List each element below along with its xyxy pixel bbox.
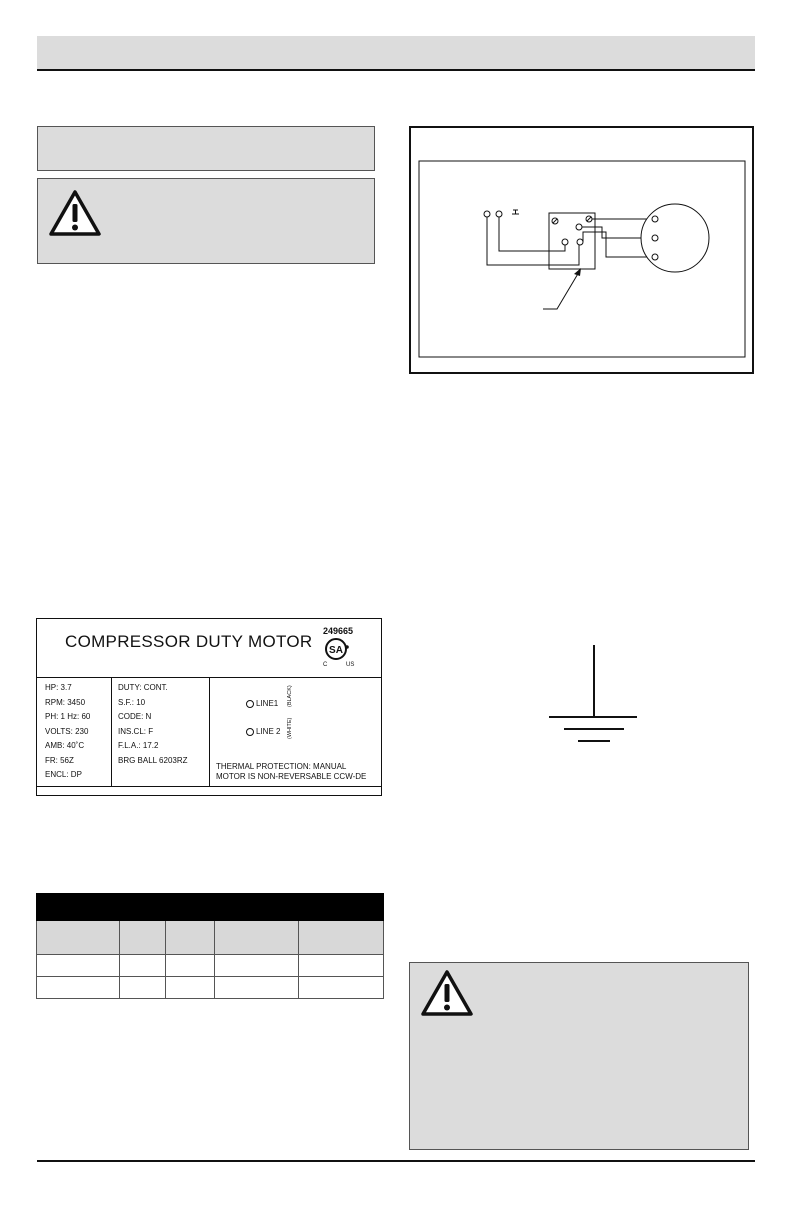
nameplate-divider <box>111 677 112 786</box>
nameplate-number: 249665 <box>323 626 354 636</box>
spec-ph-hz: PH: 1 Hz: 60 <box>45 712 91 721</box>
warning-triangle-icon <box>48 189 102 237</box>
table-row <box>37 955 384 977</box>
cert-c: C <box>323 662 328 668</box>
line2-label: LINE 2 <box>246 727 280 736</box>
spec-fla: F.L.A.: 17.2 <box>118 741 159 750</box>
warning-box-bottom <box>409 962 749 1150</box>
spec-rpm: RPM: 3450 <box>45 697 86 707</box>
spec-table <box>36 893 384 999</box>
spec-code: CODE: N <box>118 712 152 721</box>
nameplate-divider <box>37 786 381 787</box>
spec-duty: DUTY: CONT. <box>118 683 168 692</box>
nameplate-specs-left <box>45 681 90 783</box>
line2-color: (WHITE) <box>287 717 293 739</box>
spec-hp: HP: 3.7 <box>45 683 72 692</box>
spec-fr: FR: 56Z <box>45 755 74 765</box>
table-header-row <box>37 921 384 955</box>
thermal-protection-text: THERMAL PROTECTION: MANUAL MOTOR IS NON-REVERSABLE CCW-DE <box>216 762 367 781</box>
csa-logo-icon <box>325 637 349 661</box>
spec-brg: BRG BALL 6203RZ <box>118 755 188 765</box>
table-title-row <box>37 894 384 921</box>
warning-triangle-icon <box>420 969 474 1017</box>
nameplate-divider <box>209 677 210 786</box>
spec-ins-cl: INS.CL: F <box>118 726 154 736</box>
line1-label: LINE1 <box>246 699 278 708</box>
motor-nameplate <box>36 618 382 796</box>
spec-encl: ENCL: DP <box>45 770 82 779</box>
spec-sf: S.F.: 10 <box>118 697 146 707</box>
svg-text:SA: SA <box>329 645 343 656</box>
nameplate-title: COMPRESSOR DUTY MOTOR <box>65 632 313 651</box>
table-row <box>37 977 384 999</box>
spec-amb: AMB: 40˚C <box>45 741 85 750</box>
footer-rule <box>37 1160 755 1162</box>
terminal-circle-icon <box>246 700 254 708</box>
cert-us: US <box>346 662 355 668</box>
ground-symbol-icon <box>548 645 638 745</box>
wiring-diagram <box>409 126 754 374</box>
wiring-diagram-frame <box>409 126 754 374</box>
terminal-circle-icon <box>246 728 254 736</box>
warning-box-top <box>37 178 375 264</box>
header-bar <box>37 36 755 71</box>
notice-box <box>37 126 375 171</box>
line1-color: (BLACK) <box>287 685 293 707</box>
nameplate-specs-mid <box>118 681 188 768</box>
spec-volts: VOLTS: 230 <box>45 726 89 736</box>
